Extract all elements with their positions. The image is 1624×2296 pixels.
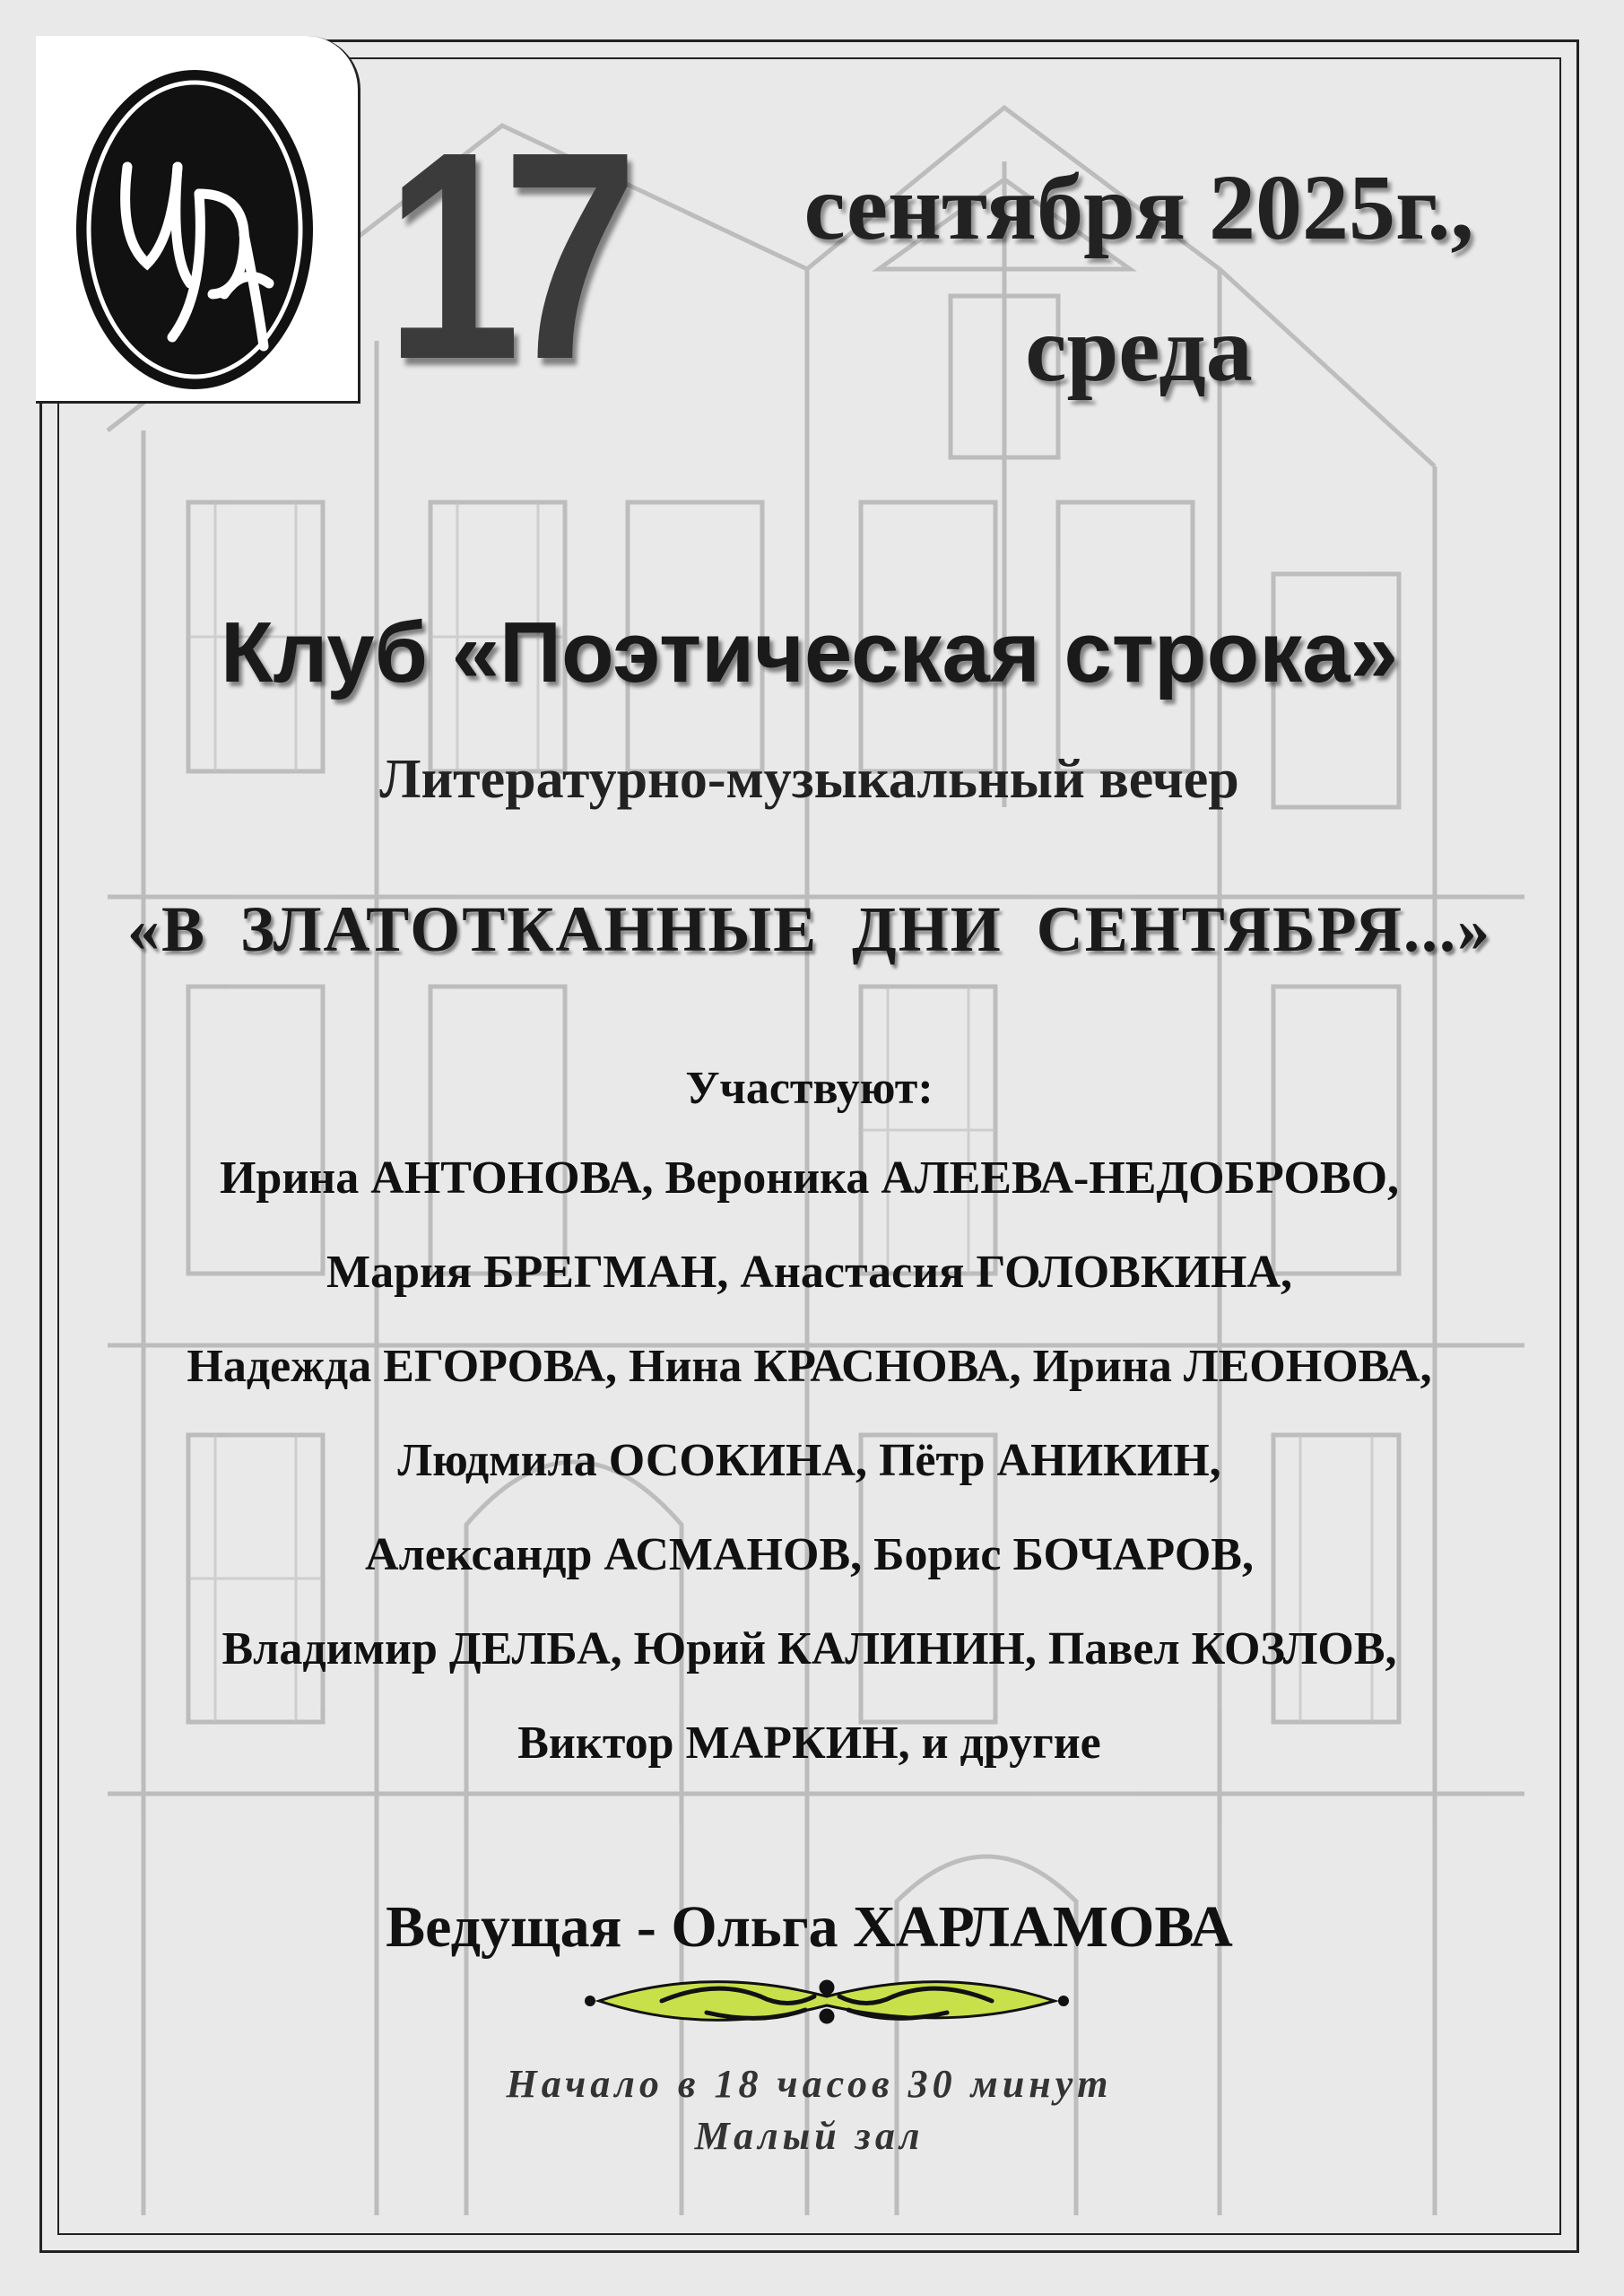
host-line: Ведущая - Ольга ХАРЛАМОВА xyxy=(386,1894,1233,1960)
participants-line: Людмила ОСОКИНА, Пётр АНИКИН, xyxy=(397,1435,1221,1486)
start-time: Начало в 18 часов 30 минут xyxy=(506,2062,1113,2106)
participants-line: Александр АСМАНОВ, Борис БОЧАРОВ, xyxy=(365,1529,1254,1580)
participants-line: Владимир ДЕЛБА, Юрий КАЛИНИН, Павел КОЗЛОВ, xyxy=(221,1623,1397,1674)
hall-name: Малый зал xyxy=(694,2114,925,2158)
participants-line: Надежда ЕГОРОВА, Нина КРАСНОВА, Ирина ЛЕОНОВА, xyxy=(187,1341,1432,1392)
participants-list xyxy=(57,1152,1561,1811)
event-title: «В ЗЛАТОТКАННЫЕ ДНИ СЕНТЯБРЯ...» xyxy=(126,893,1492,965)
club-title: Клуб «Поэтическая строка» xyxy=(220,604,1399,700)
participants-line: Мария БРЕГМАН, Анастасия ГОЛОВКИНА, xyxy=(326,1247,1293,1298)
monogram-logo-icon xyxy=(65,59,325,400)
event-day-number: 17 xyxy=(386,90,621,421)
ornament-divider-icon xyxy=(581,1970,1073,2032)
event-month-year: сентября 2025г., xyxy=(803,156,1474,259)
participants-label: Участвуют: xyxy=(685,1063,934,1114)
event-weekday: среда xyxy=(1025,298,1253,401)
participants-line: Ирина АНТОНОВА, Вероника АЛЕЕВА-НЕДОБРОВО, xyxy=(219,1152,1400,1204)
event-type: Литературно-музыкальный вечер xyxy=(379,749,1239,810)
participants-line: Виктор МАРКИН, и другие xyxy=(517,1718,1101,1769)
